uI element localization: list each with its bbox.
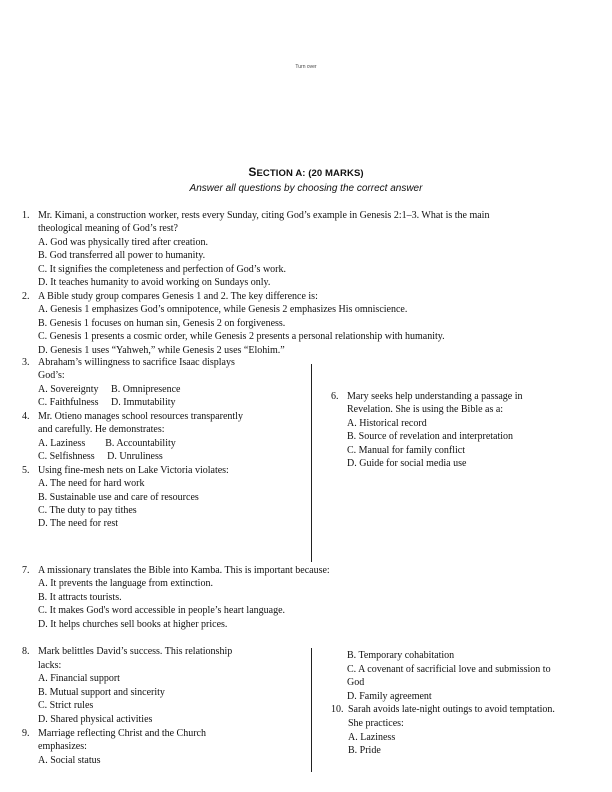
question-number: 9. (22, 727, 30, 739)
answer-option: C. It makes God's word accessible in people’s heart language. (38, 605, 286, 617)
answer-option: B. It attracts tourists. (38, 591, 122, 603)
right-column-2 (331, 649, 606, 758)
section-title-initial: S (248, 165, 257, 179)
answer-option: C. The duty to pay tithes (38, 504, 137, 516)
question-text: lacks: (38, 659, 62, 671)
question-text: Mary seeks help understanding a passage in (347, 391, 523, 402)
question-number: 10. (331, 704, 344, 716)
column-divider (311, 364, 312, 562)
section-title-rest: ECTION A: (20 MARKS) (256, 168, 364, 179)
question-7 (22, 564, 602, 631)
answer-option: A. Financial support (38, 673, 120, 685)
answer-option: D. It helps churches sell books at higher prices. (38, 618, 228, 630)
section-instruction: Answer all questions by choosing the correct answer (189, 183, 423, 194)
turn-over-note: Turn over (295, 64, 317, 70)
question-number: 2. (22, 290, 30, 302)
answer-option: B. God transferred all power to humanity. (38, 250, 206, 262)
questions-top (22, 209, 602, 357)
question-9 (22, 727, 307, 768)
answer-option: D. It teaches humanity to avoid working on Sundays only. (38, 277, 271, 289)
question-text: A Bible study group compares Genesis 1 and 2. The key difference is: (38, 290, 318, 302)
question-text: Using fine-mesh nets on Lake Victoria violates: (38, 464, 229, 476)
question-text: Mr. Otieno manages school resources transparently (38, 410, 243, 422)
question-text: Abraham’s willingness to sacrifice Isaac displays (38, 357, 235, 368)
answer-option: C. Manual for family conflict (347, 444, 466, 456)
answer-option: A. God was physically tired after creation. (38, 236, 208, 248)
answer-option: C. Selfishness D. Unruliness (38, 451, 163, 463)
answer-option: A. Sovereignty B. Omnipresence (38, 383, 181, 395)
question-number: 3. (22, 357, 30, 368)
answer-option: B. Sustainable use and care of resources (38, 491, 199, 503)
question-number: 8. (22, 646, 30, 657)
question-3 (22, 356, 307, 410)
question-text: God’s: (38, 370, 65, 382)
answer-option: D. Genesis 1 uses “Yahweh,” while Genesis 2 uses “Elohim.” (38, 344, 285, 356)
question-text: A missionary translates the Bible into Kamba. This is important because: (38, 565, 330, 576)
answer-option: A. Laziness (348, 731, 396, 743)
answer-option: B. Temporary cohabitation (347, 650, 455, 661)
answer-option: D. Guide for social media use (347, 458, 467, 470)
question-6 (331, 390, 606, 471)
answer-option: D. Family agreement (347, 690, 432, 702)
answer-option: D. The need for rest (38, 518, 119, 530)
answer-option: C. Strict rules (38, 700, 94, 712)
answer-option: A. The need for hard work (38, 478, 145, 490)
answer-option: B. Pride (348, 745, 381, 757)
question-text: Marriage reflecting Christ and the Church (38, 727, 206, 739)
questions-middle (22, 564, 602, 631)
left-column-2 (22, 645, 307, 767)
answer-option: A. Laziness B. Accountability (38, 437, 176, 449)
question-text: God (347, 677, 365, 689)
question-text: Sarah avoids late-night outings to avoid temptation. (348, 704, 555, 716)
answer-option: D. Shared physical activities (38, 713, 153, 725)
question-10 (331, 703, 606, 757)
answer-option: A. Historical record (347, 417, 427, 429)
question-text: theological meaning of God’s rest? (38, 223, 178, 235)
question-number: 4. (22, 410, 30, 422)
question-number: 5. (22, 464, 30, 476)
question-5 (22, 464, 307, 531)
question-9-continued (331, 649, 606, 703)
left-column-1 (22, 356, 307, 531)
question-text: Mr. Kimani, a construction worker, rests every Sunday, citing God’s example in Genesis 2:1–3. What is the main (38, 210, 490, 221)
answer-option: A. Genesis 1 emphasizes God’s omnipotence, while Genesis 2 emphasizes His omniscience. (38, 304, 408, 316)
right-column-1 (331, 390, 606, 471)
answer-option: B. Genesis 1 focuses on human sin, Genesis 2 on forgiveness. (38, 317, 286, 329)
question-text: Mark belittles David’s success. This relationship (38, 646, 233, 657)
question-text: emphasizes: (38, 741, 87, 753)
question-text: Revelation. She is using the Bible as a: (347, 404, 504, 416)
question-4 (22, 410, 307, 464)
question-text: and carefully. He demonstrates: (38, 424, 165, 436)
answer-option: A. Social status (38, 754, 101, 766)
question-text: She practices: (348, 717, 404, 729)
question-8 (22, 645, 307, 727)
answer-option: C. It signifies the completeness and perfection of God’s work. (38, 263, 286, 275)
question-2 (22, 290, 602, 357)
answer-option: C. A covenant of sacrificial love and submission to (347, 663, 551, 675)
section-title (0, 165, 612, 179)
answer-option: B. Source of revelation and interpretation (347, 431, 514, 443)
question-number: 1. (22, 210, 30, 221)
question-number: 6. (331, 391, 339, 402)
question-number: 7. (22, 565, 30, 576)
answer-option: C. Faithfulness D. Immutability (38, 397, 176, 409)
question-1 (22, 209, 602, 290)
column-divider-2 (311, 648, 312, 772)
answer-option: A. It prevents the language from extinction. (38, 578, 213, 590)
answer-option: B. Mutual support and sincerity (38, 686, 165, 698)
answer-option: C. Genesis 1 presents a cosmic order, while Genesis 2 presents a personal relationship with humanity. (38, 331, 445, 343)
